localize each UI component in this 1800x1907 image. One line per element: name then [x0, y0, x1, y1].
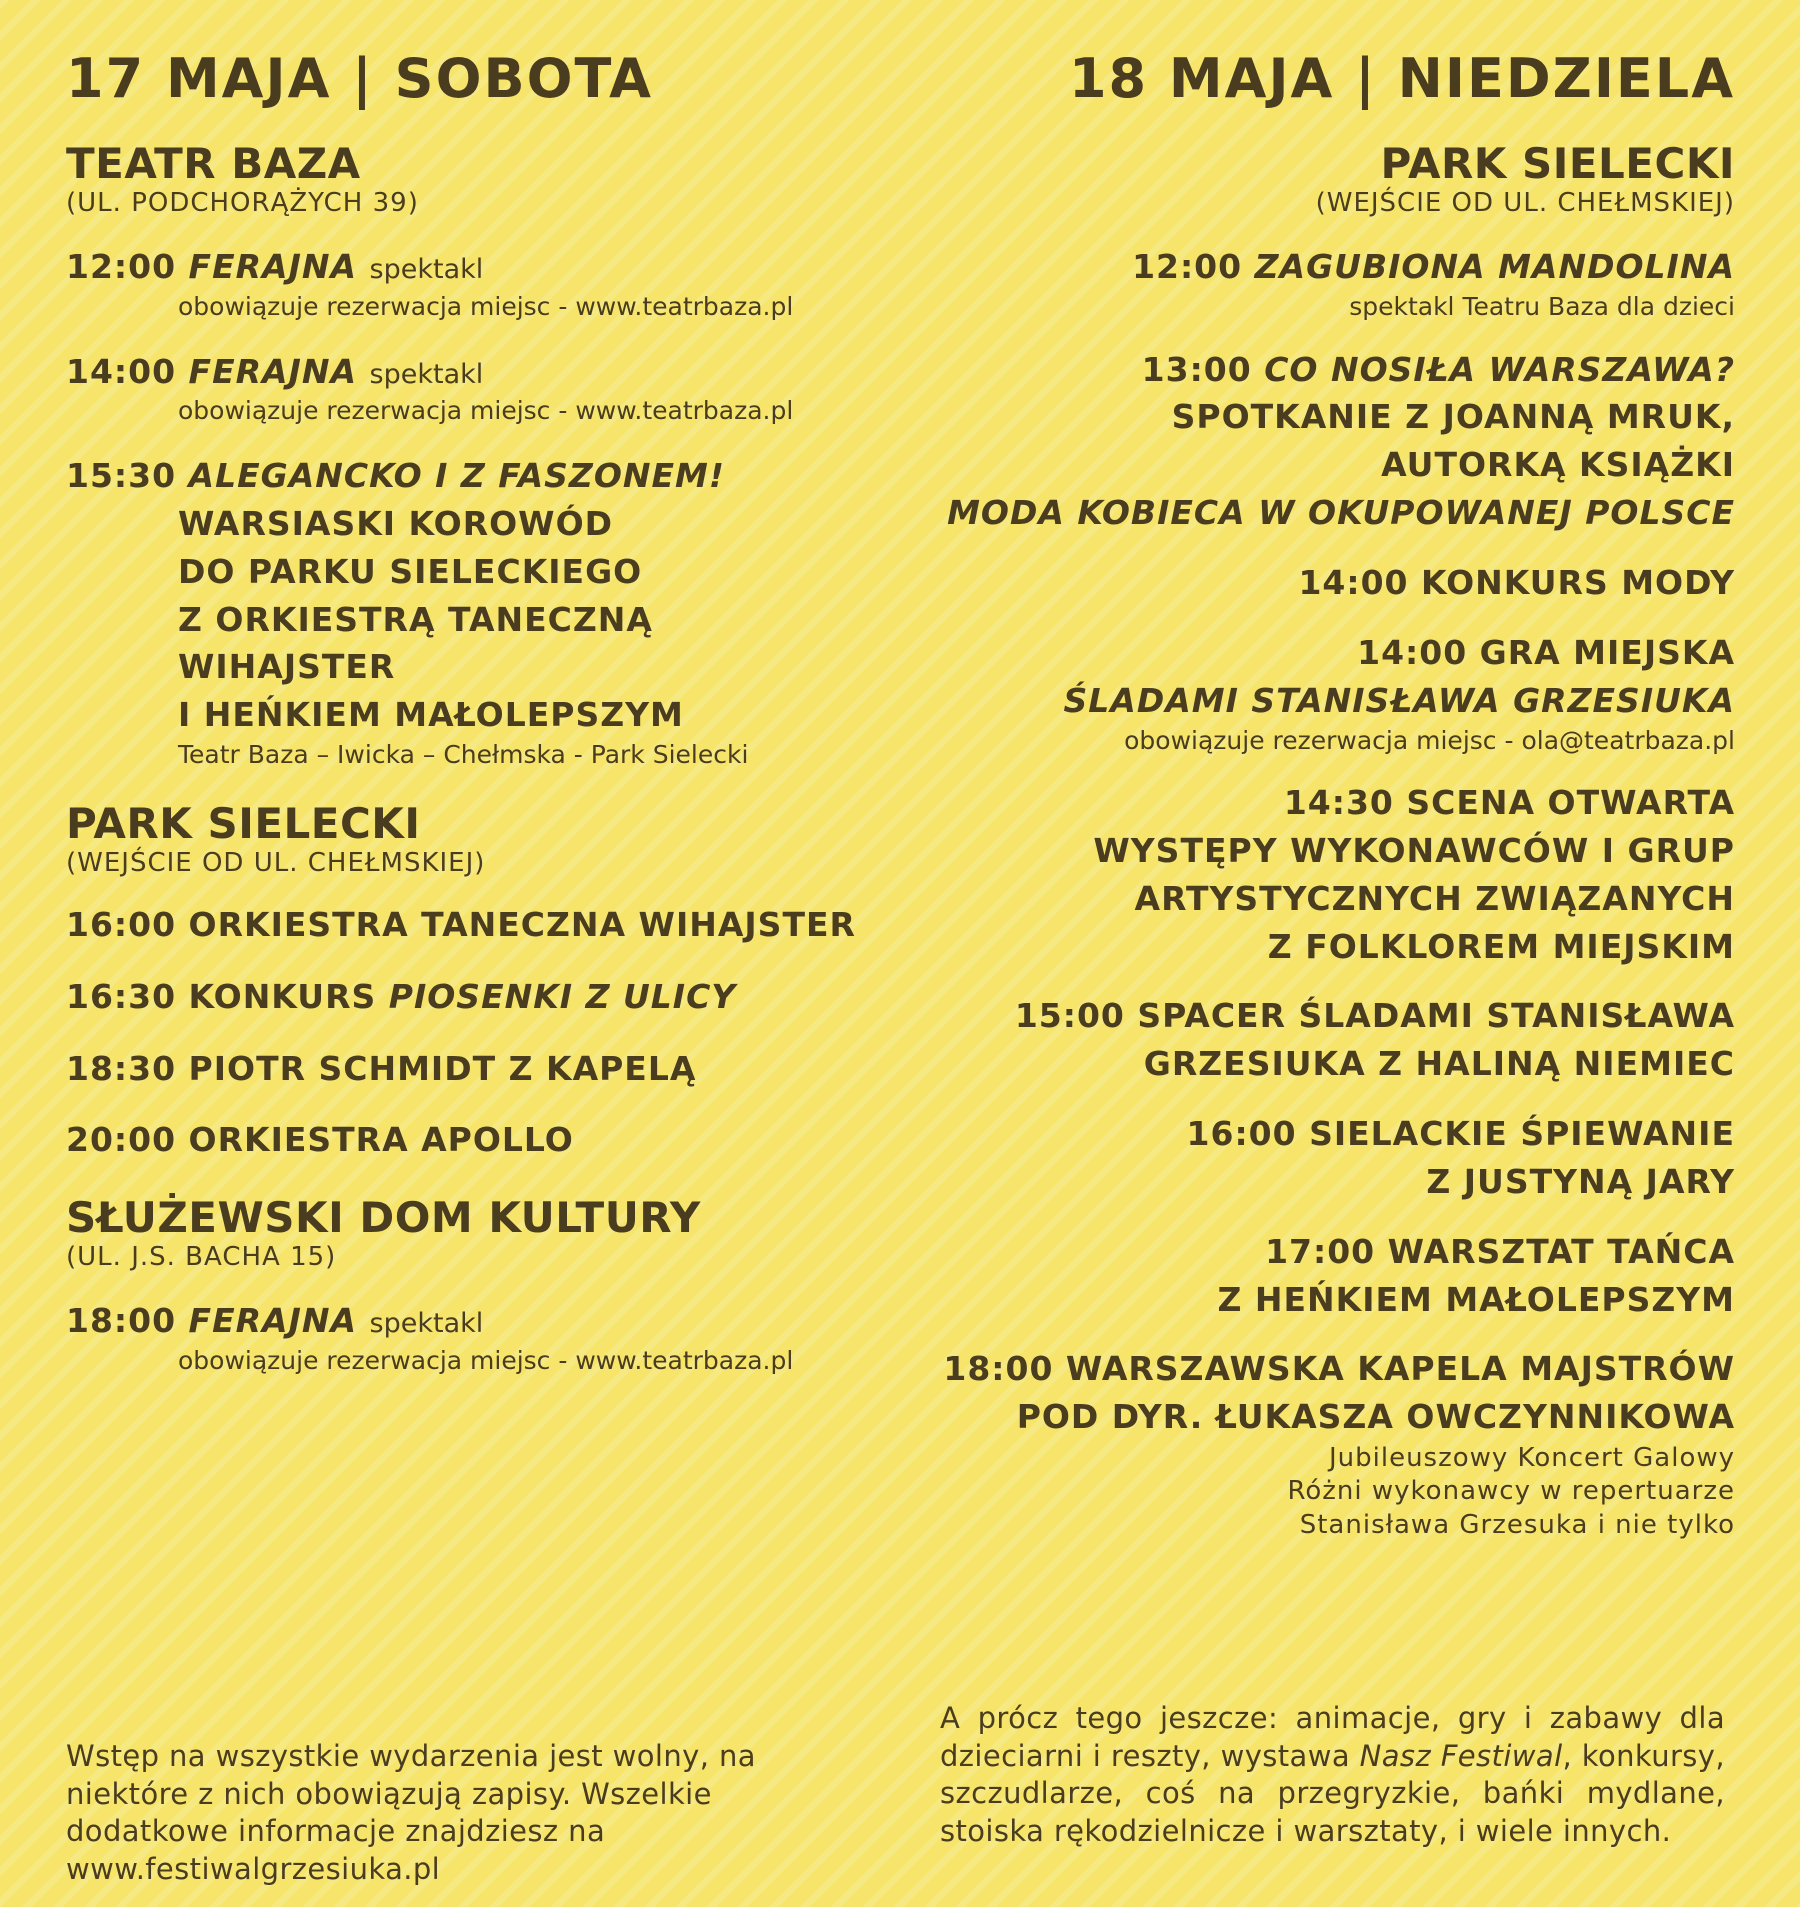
- venue-name: SŁUŻEWSKI DOM KULTURY: [66, 1193, 701, 1243]
- venue-name: TEATR BAZA: [66, 139, 361, 188]
- event-schmidt: [66, 1045, 856, 1093]
- event-title: CO NOSIŁA WARSZAWA?: [1264, 349, 1735, 389]
- event-book-title: MODA KOBIECA W OKUPOWANEJ POLSCE: [947, 493, 1735, 533]
- event-text: WARSZAWSKA KAPELA MAJSTRÓW: [1065, 1349, 1735, 1389]
- event-title: ZAGUBIONA MANDOLINA: [1254, 247, 1735, 287]
- event-line: Z ORKIESTRĄ TANECZNĄ WIHAJSTER: [178, 599, 653, 687]
- saturday-day-title: 17 MAJA | SOBOTA: [66, 47, 653, 110]
- event-warsztat-tanca: [930, 1228, 1735, 1324]
- event-line: SPOTKANIE Z JOANNĄ MRUK,: [1171, 397, 1735, 437]
- sunday-day-title: 18 MAJA | NIEDZIELA: [1068, 47, 1735, 110]
- event-line: AUTORKĄ KSIĄŻKI: [1381, 445, 1735, 485]
- event-time: 12:00: [66, 247, 177, 287]
- event-line: DO PARKU SIELECKIEGO: [178, 551, 643, 591]
- event-kapela-majstrow: [930, 1345, 1735, 1540]
- event-ferajna-1200: [66, 243, 856, 323]
- venue-name: PARK SIELECKI: [66, 798, 421, 848]
- event-time: 18:30: [66, 1048, 177, 1088]
- event-text: WARSZTAT TAŃCA: [1387, 1231, 1735, 1271]
- event-scena-otwarta: [930, 779, 1735, 970]
- event-type: spektakl: [369, 358, 484, 390]
- event-time: 18:00: [66, 1301, 177, 1341]
- event-wihajster: [66, 901, 856, 949]
- event-text: SIELACKIE ŚPIEWANIE: [1309, 1114, 1735, 1154]
- event-line: ARTYSTYCZNYCH ZWIĄZANYCH: [1134, 878, 1735, 918]
- event-line: WYSTĘPY WYKONAWCÓW I GRUP: [1093, 830, 1735, 870]
- event-time: 15:00: [1014, 996, 1125, 1036]
- event-type: spektakl: [369, 1308, 484, 1340]
- event-note: spektakl Teatru Baza dla dzieci: [1349, 292, 1735, 322]
- event-gra-miejska: [930, 629, 1735, 757]
- event-line: Z FOLKLOREM MIEJSKIM: [1267, 926, 1735, 966]
- event-title: PIOSENKI Z ULICY: [388, 976, 737, 1016]
- event-text: SCENA OTWARTA: [1406, 783, 1735, 823]
- event-konkurs-mody: [930, 559, 1735, 607]
- event-co-nosila: [930, 346, 1735, 537]
- venue-address: (UL. PODCHORĄŻYCH 39): [66, 188, 419, 219]
- event-time: 14:30: [1283, 783, 1394, 823]
- event-line: GRZESIUKA Z HALINĄ NIEMIEC: [1143, 1044, 1735, 1084]
- event-time: 20:00: [66, 1120, 177, 1160]
- venue-address: (WEJŚCIE OD UL. CHEŁMSKIEJ): [1315, 188, 1735, 219]
- venue-park-sielecki: [930, 139, 1735, 219]
- event-time: 14:00: [1298, 563, 1409, 602]
- event-title: FERAJNA: [188, 351, 358, 391]
- event-title: ŚLADAMI STANISŁAWA GRZESIUKA: [1063, 680, 1735, 720]
- venue-name: PARK SIELECKI: [1380, 139, 1735, 188]
- event-korowod: [66, 452, 856, 772]
- event-text: KONKURS: [188, 976, 377, 1016]
- venue-address: (WEJŚCIE OD UL. CHEŁMSKIEJ): [66, 847, 486, 878]
- venue-park-sielecki: [66, 798, 856, 879]
- event-title: FERAJNA: [188, 1301, 358, 1341]
- event-text: GRA MIEJSKA: [1479, 632, 1735, 672]
- event-time: 16:00: [1186, 1114, 1297, 1154]
- event-text: SPACER ŚLADAMI STANISŁAWA: [1137, 996, 1735, 1036]
- event-spacer: [930, 992, 1735, 1088]
- footer-info-right: [940, 1700, 1725, 1851]
- event-text: ORKIESTRA APOLLO: [188, 1120, 574, 1160]
- event-spiewanie: [930, 1110, 1735, 1206]
- event-text: ORKIESTRA TANECZNA WIHAJSTER: [188, 904, 856, 944]
- event-line: POD DYR. ŁUKASZA OWCZYNNIKOWA: [1016, 1397, 1735, 1437]
- sunday-column: [930, 0, 1735, 1541]
- event-mandolina: [930, 243, 1735, 323]
- event-note: obowiązuje rezerwacja miejsc - www.teatrbaza.pl: [178, 1346, 794, 1376]
- footer-exhibit-title: Nasz Festiwal: [1359, 1738, 1563, 1773]
- event-time: 16:00: [66, 904, 177, 944]
- event-line: Z JUSTYNĄ JARY: [1426, 1161, 1735, 1201]
- event-line: I HEŃKIEM MAŁOLEPSZYM: [178, 695, 684, 735]
- venue-teatr-baza: [66, 139, 856, 219]
- footer-info-left: Wstęp na wszystkie wydarzenia jest wolny, na niektóre z nich obowiązują zapisy. Wszelkie dodatkowe informacje znajdziesz na www.festiwalgrzesiuka.pl: [66, 1739, 756, 1887]
- event-note: obowiązuje rezerwacja miejsc - www.teatrbaza.pl: [178, 292, 794, 322]
- event-line: Z HEŃKIEM MAŁOLEPSZYM: [1217, 1279, 1735, 1319]
- saturday-column: [66, 0, 856, 1378]
- event-note: obowiązuje rezerwacja miejsc - www.teatrbaza.pl: [178, 396, 794, 426]
- event-type: spektakl: [369, 254, 484, 286]
- event-time: 13:00: [1141, 349, 1252, 389]
- event-text: KONKURS MODY: [1421, 563, 1735, 602]
- event-title: ALEGANCKO I Z FASZONEM!: [188, 455, 725, 495]
- event-apollo: [66, 1116, 856, 1164]
- footer-text: A prócz tego jeszcze: animacje, gry i zabawy dla dzieciarni i reszty, wystawa: [940, 1701, 1725, 1773]
- event-route: Teatr Baza – Iwicka – Chełmska - Park Sielecki: [178, 740, 749, 770]
- event-time: 15:30: [66, 455, 177, 495]
- event-line: WARSIASKI KOROWÓD: [178, 503, 614, 543]
- event-ferajna-1400: [66, 348, 856, 428]
- event-time: 17:00: [1265, 1231, 1376, 1271]
- event-ferajna-1800: [66, 1297, 856, 1377]
- event-time: 14:00: [1357, 632, 1468, 672]
- event-text: PIOTR SCHMIDT Z KAPELĄ: [188, 1048, 697, 1088]
- event-note: Jubileuszowy Koncert Galowy: [1328, 1443, 1735, 1474]
- event-time: 16:30: [66, 976, 177, 1016]
- venue-sdk: [66, 1193, 856, 1273]
- event-note: Stanisława Grzesuka i nie tylko: [1299, 1509, 1735, 1540]
- event-note: obowiązuje rezerwacja miejsc - ola@teatrbaza.pl: [1124, 725, 1735, 755]
- event-time: 12:00: [1132, 247, 1243, 287]
- venue-address: (UL. J.S. BACHA 15): [66, 1242, 337, 1273]
- event-konkurs-piosenki: [66, 973, 856, 1021]
- event-title: FERAJNA: [188, 247, 358, 287]
- event-time: 14:00: [66, 351, 177, 391]
- footer-text: , konkursy, szczudlarze, coś na przegryzkie, bańki mydlane, stoiska rękodzielnicze i warsztaty, i wiele innych.: [940, 1738, 1725, 1849]
- event-time: 18:00: [943, 1349, 1054, 1389]
- event-note: Różni wykonawcy w repertuarze: [1287, 1476, 1735, 1507]
